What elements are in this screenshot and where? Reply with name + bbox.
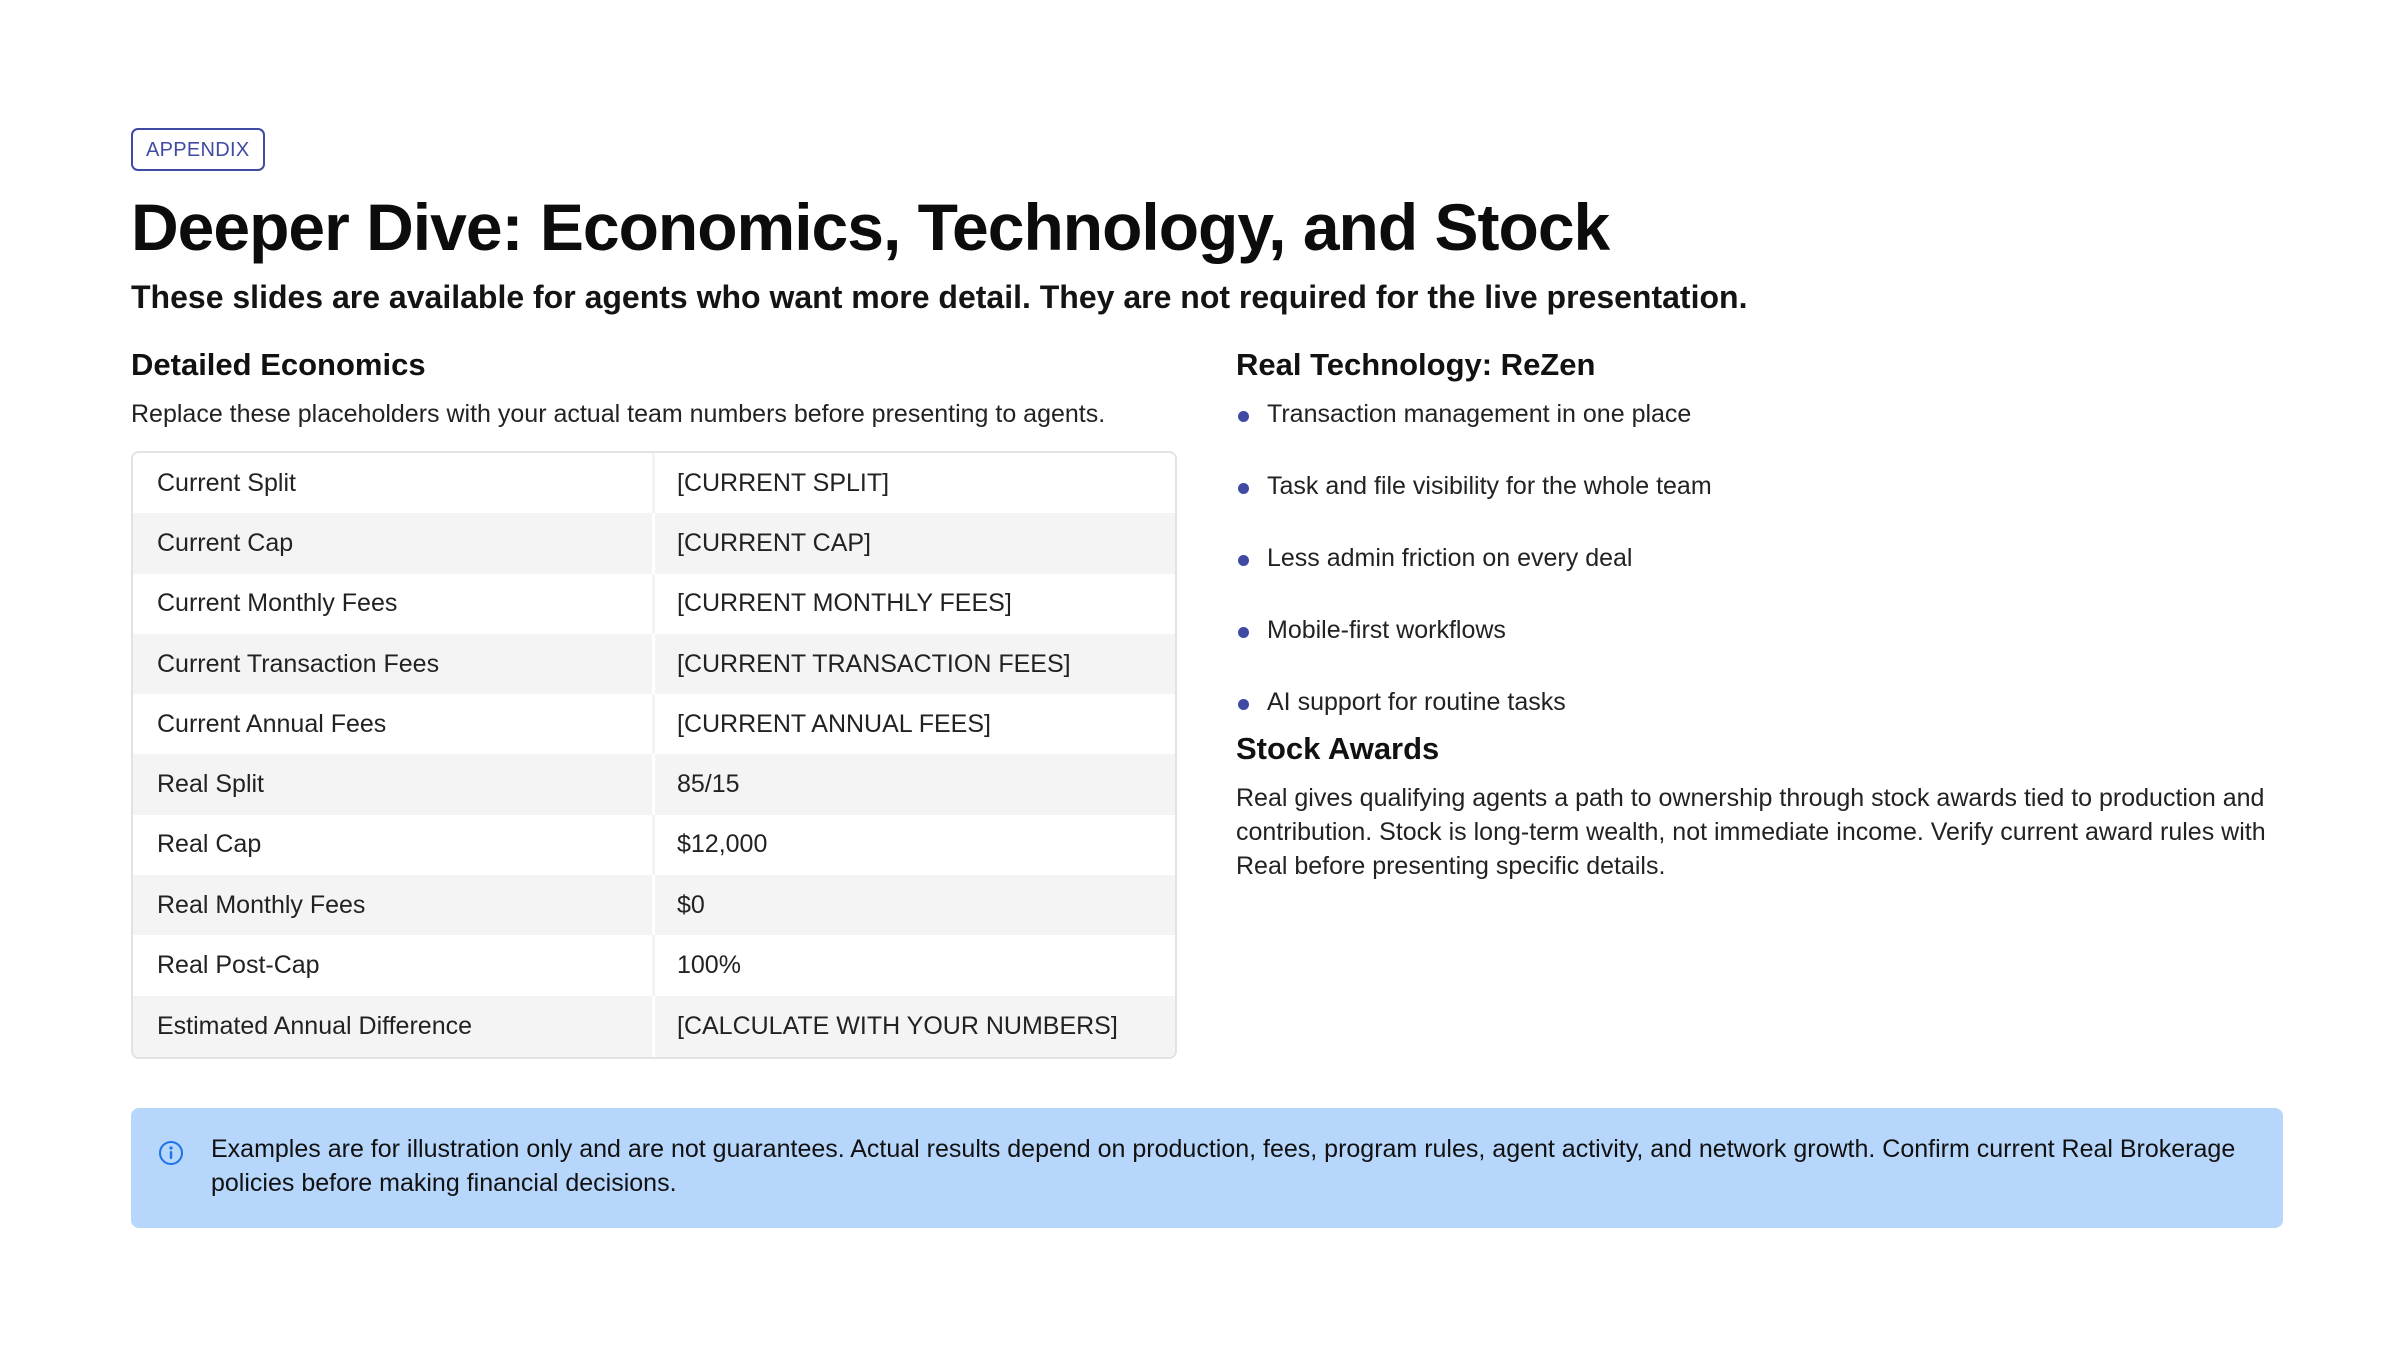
list-item <box>1236 685 2283 729</box>
right-section <box>1236 345 2283 1059</box>
row-label: Current Split <box>133 453 655 513</box>
info-icon <box>158 1140 184 1166</box>
table-row <box>133 453 1175 513</box>
row-label: Real Post-Cap <box>133 935 655 995</box>
row-label: Current Monthly Fees <box>133 574 655 634</box>
bullet-dot-icon <box>1238 627 1249 638</box>
stock-description: Real gives qualifying agents a path to ownership through stock awards tied to production and contribution. Stock is long-term wealth, not immediate income. Verify current award rules with Real before presenting specific details. <box>1236 784 2266 880</box>
list-item-text: Mobile-first workflows <box>1267 616 1506 644</box>
list-item-text: AI support for routine tasks <box>1267 688 1566 716</box>
table-row <box>133 634 1175 694</box>
technology-heading: Real Technology: ReZen <box>1236 347 1596 382</box>
technology-list <box>1236 397 2283 729</box>
economics-table <box>131 451 1177 1059</box>
appendix-tag: APPENDIX <box>131 128 265 171</box>
bullet-dot-icon <box>1238 555 1249 566</box>
list-item <box>1236 469 2283 541</box>
list-item-text: Less admin friction on every deal <box>1267 544 1633 572</box>
row-value: $12,000 <box>677 830 768 859</box>
row-label: Real Split <box>133 754 655 814</box>
row-label: Current Transaction Fees <box>133 634 655 694</box>
economics-description: Replace these placeholders with your actual team numbers before presenting to agents. <box>131 400 1106 428</box>
row-label: Estimated Annual Difference <box>133 996 655 1057</box>
row-label: Real Cap <box>133 815 655 875</box>
list-item <box>1236 613 2283 685</box>
row-label: Current Annual Fees <box>133 694 655 754</box>
table-row <box>133 574 1175 634</box>
table-row <box>133 815 1175 875</box>
content-columns <box>131 345 2283 1059</box>
row-value: 100% <box>677 951 741 980</box>
economics-heading: Detailed Economics <box>131 347 426 382</box>
bullet-dot-icon <box>1238 483 1249 494</box>
table-row <box>133 875 1175 935</box>
disclaimer-note <box>131 1108 2283 1228</box>
table-row <box>133 694 1175 754</box>
row-value: [CURRENT SPLIT] <box>677 468 890 497</box>
bullet-dot-icon <box>1238 699 1249 710</box>
row-value: [CURRENT CAP] <box>677 528 872 557</box>
row-value: [CALCULATE WITH YOUR NUMBERS] <box>677 1011 1118 1040</box>
row-value: 85/15 <box>677 770 740 799</box>
row-value: [CURRENT ANNUAL FEES] <box>677 709 991 738</box>
disclaimer-text: Examples are for illustration only and are not guarantees. Actual results depend on production, fees, program rules, agent activity, and network growth. Confirm current Real Brokerage policies before making financial decisions. <box>211 1135 2236 1197</box>
bullet-dot-icon <box>1238 411 1249 422</box>
row-value: [CURRENT MONTHLY FEES] <box>677 589 1012 618</box>
table-row <box>133 935 1175 995</box>
list-item-text: Task and file visibility for the whole team <box>1267 472 1712 500</box>
list-item <box>1236 541 2283 613</box>
stock-heading: Stock Awards <box>1236 731 1440 766</box>
economics-section <box>131 345 1177 1059</box>
row-label: Current Cap <box>133 513 655 573</box>
row-value: [CURRENT TRANSACTION FEES] <box>677 649 1071 678</box>
slide-subtitle: These slides are available for agents who want more detail. They are not required for the live presentation. <box>131 279 1748 315</box>
row-value: $0 <box>677 890 705 919</box>
slide-title: Deeper Dive: Economics, Technology, and Stock <box>131 190 1610 264</box>
table-row <box>133 513 1175 573</box>
list-item <box>1236 397 2283 469</box>
table-row <box>133 754 1175 814</box>
list-item-text: Transaction management in one place <box>1267 400 1692 428</box>
row-label: Real Monthly Fees <box>133 875 655 935</box>
table-row <box>133 996 1175 1057</box>
